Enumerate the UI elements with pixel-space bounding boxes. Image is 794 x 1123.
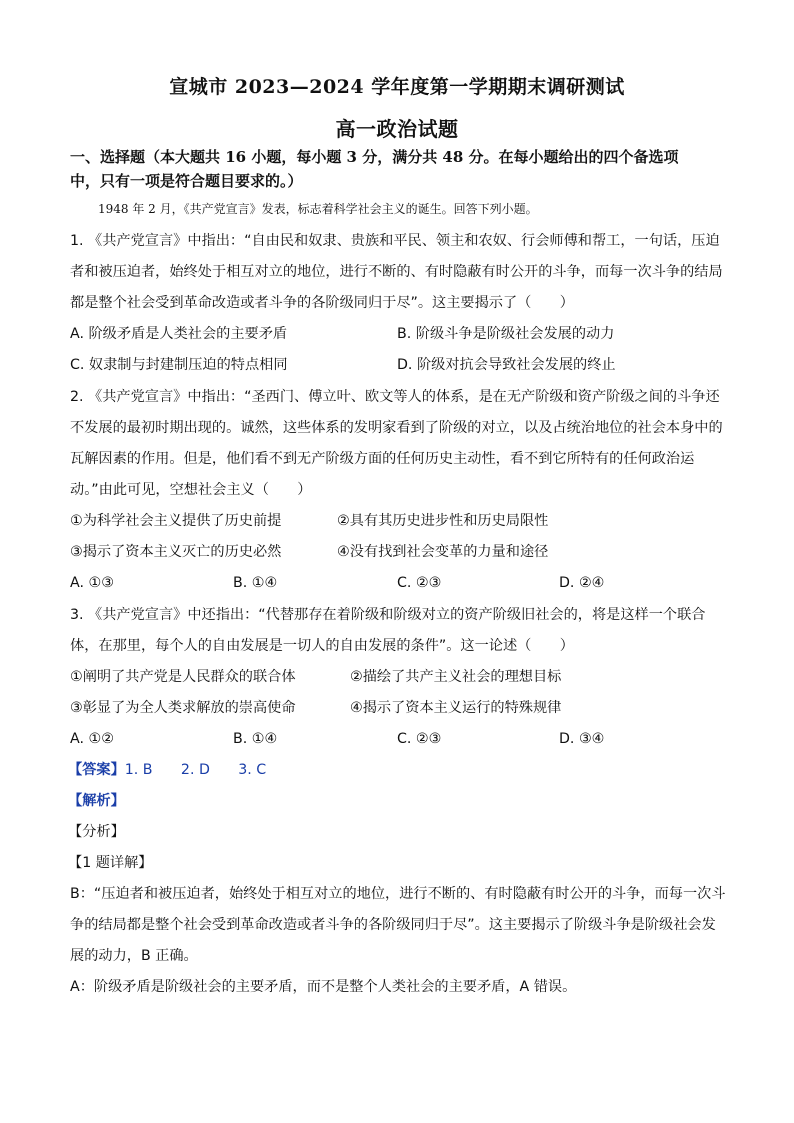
q2-line: 瓦解因素的作用。但是，他们看不到无产阶级方面的任何历史主动性，看不到它所特有的任何政治运 — [70, 451, 695, 467]
intro-text: 1948 年 2 月，《共产党宣言》发表，标志着科学社会主义的诞生。回答下列小题。 — [98, 202, 538, 216]
q1-option-c: C. 奴隶制与封建制压迫的特点相同 — [70, 357, 288, 373]
analysis-heading: 【解析】 — [68, 793, 125, 809]
q2-line: 不发展的最初时期出现的。诚然，这些体系的发明家看到了阶级的对立，以及占统治地位的社会本身中的 — [70, 420, 723, 436]
q3-option-c: C. ②③ — [397, 731, 442, 747]
fenxi-heading: 【分析】 — [68, 824, 125, 840]
q2-item-2: ②具有其历史进步性和历史局限性 — [337, 513, 549, 529]
q1-option-a: A. 阶级矛盾是人类社会的主要矛盾 — [70, 326, 288, 342]
detail-line: 展的动力，B 正确。 — [70, 948, 198, 964]
q2-option-c: C. ②③ — [397, 575, 442, 591]
q3-item-4: ④揭示了资本主义运行的特殊规律 — [350, 700, 562, 716]
q2-line: 动。”由此可见，空想社会主义（ ） — [70, 482, 312, 498]
q3-line: 体，在那里，每个人的自由发展是一切人的自由发展的条件”。这一论述（ ） — [70, 638, 574, 654]
q1-line: 1. 《共产党宣言》中指出：“自由民和奴隶、贵族和平民、领主和农奴、行会师傅和帮工，一句话，压迫 — [70, 233, 720, 249]
q3-item-3: ③彰显了为全人类求解放的崇高使命 — [70, 700, 296, 716]
q1-option-b: B. 阶级斗争是阶级社会发展的动力 — [397, 326, 615, 342]
detail-line: 争的结局都是整个社会受到革命改造或者斗争的各阶级同归于尽”。这主要揭示了阶级斗争是阶级社会发 — [70, 917, 716, 933]
q1-line: 者和被压迫者，始终处于相互对立的地位，进行不断的、有时隐蔽有时公开的斗争，而每一次斗争的结局 — [70, 264, 723, 280]
section-heading-line1: 一、选择题（本大题共 16 小题，每小题 3 分，满分共 48 分。在每小题给出的四个备选项 — [70, 148, 679, 166]
answer-text: 1. B 2. D 3. C — [124, 762, 267, 778]
q2-item-4: ④没有找到社会变革的力量和途径 — [337, 544, 549, 560]
q2-item-3: ③揭示了资本主义灭亡的历史必然 — [70, 544, 282, 560]
page-subtitle: 高一政治试题 — [335, 117, 459, 141]
q2-option-b: B. ①④ — [233, 575, 278, 591]
q2-line: 2. 《共产党宣言》中指出：“圣西门、傅立叶、欧文等人的体系，是在无产阶级和资产阶级之间的斗争还 — [70, 389, 720, 405]
answer-line — [68, 760, 266, 780]
q3-option-a: A. ①② — [70, 731, 114, 747]
answer-label: 【答案】 — [68, 762, 125, 778]
detail-line: B：“压迫者和被压迫者，始终处于相互对立的地位，进行不断的、有时隐蔽有时公开的斗争，而每一次斗 — [70, 886, 726, 902]
section-heading-line2: 中，只有一项是符合题目要求的。） — [70, 172, 303, 190]
page-title: 宣城市 2023—2024 学年度第一学期期末调研测试 — [169, 76, 625, 98]
q2-item-1: ①为科学社会主义提供了历史前提 — [70, 513, 282, 529]
q3-item-2: ②描绘了共产主义社会的理想目标 — [350, 669, 562, 685]
q3-item-1: ①阐明了共产党是人民群众的联合体 — [70, 669, 296, 685]
q1-line: 都是整个社会受到革命改造或者斗争的各阶级同归于尽”。这主要揭示了（ ） — [70, 295, 574, 311]
q3-option-b: B. ①④ — [233, 731, 278, 747]
q1-option-d: D. 阶级对抗会导致社会发展的终止 — [397, 357, 616, 373]
q3-option-d: D. ③④ — [559, 731, 605, 747]
detail-heading: 【1 题详解】 — [68, 855, 153, 871]
q2-option-a: A. ①③ — [70, 575, 114, 591]
q2-option-d: D. ②④ — [559, 575, 605, 591]
detail-line: A：阶级矛盾是阶级社会的主要矛盾，而不是整个人类社会的主要矛盾，A 错误。 — [70, 979, 577, 995]
q3-line: 3. 《共产党宣言》中还指出：“代替那存在着阶级和阶级对立的资产阶级旧社会的，将是这样一个联合 — [70, 607, 706, 623]
